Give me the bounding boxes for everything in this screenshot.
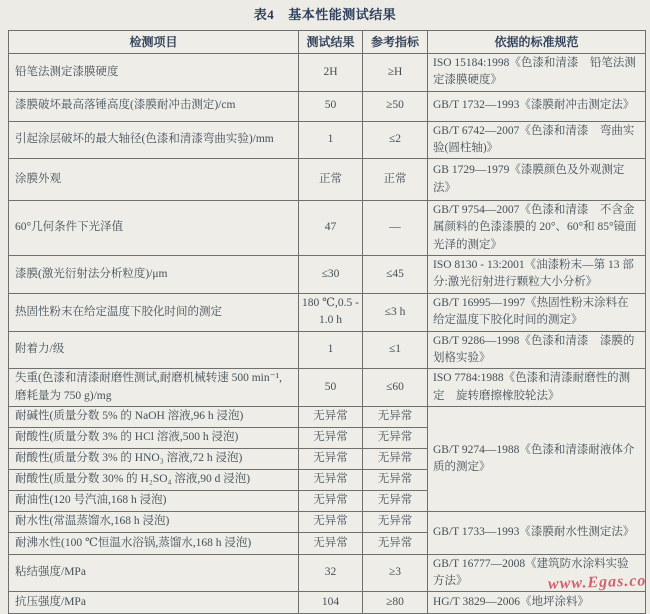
item-cell: 漆膜破坏最高落锤高度(漆膜耐冲击测定)/cm bbox=[9, 91, 299, 121]
result-cell: 无异常 bbox=[299, 427, 363, 448]
table-row bbox=[9, 331, 646, 369]
item-cell: 耐水性(常温蒸馏水,168 h 浸泡) bbox=[9, 511, 299, 532]
result-cell: 无异常 bbox=[299, 490, 363, 511]
watermark: www.Egas.co bbox=[547, 572, 647, 593]
standard-cell: ISO 8130 - 13:2001《油漆粉末—第 13 部分:激光衍射进行颗粒大小分析》 bbox=[428, 255, 646, 293]
table-row bbox=[9, 159, 646, 201]
standard-cell: ISO 7784:1988《色漆和清漆耐磨性的测定 旋转磨擦橡胶轮法》 bbox=[428, 369, 646, 407]
standard-cell: GB/T 16995—1997《热固性粉末涂料在给定温度下胶化时间的测定》 bbox=[428, 293, 646, 331]
result-cell: 正常 bbox=[299, 159, 363, 201]
standard-cell: GB 1729—1979《漆膜颜色及外观测定法》 bbox=[428, 159, 646, 201]
reference-cell: ≥80 bbox=[363, 592, 428, 614]
item-cell: 抗压强度/MPa bbox=[9, 592, 299, 614]
result-cell: 50 bbox=[299, 369, 363, 407]
table-row bbox=[9, 91, 646, 121]
result-cell: 无异常 bbox=[299, 469, 363, 490]
reference-cell: ≤2 bbox=[363, 121, 428, 159]
item-cell: 耐酸性(质量分数 3% 的 HCl 溶液,500 h 浸泡) bbox=[9, 427, 299, 448]
table-row bbox=[9, 592, 646, 614]
table-caption-title: 基本性能测试结果 bbox=[288, 7, 397, 22]
item-cell: 粘结强度/MPa bbox=[9, 554, 299, 592]
result-cell: 32 bbox=[299, 554, 363, 592]
reference-cell: ≤60 bbox=[363, 369, 428, 407]
table-row bbox=[9, 54, 646, 92]
standard-cell: GB/T 9754—2007《色漆和清漆 不含金属颜料的色漆漆膜的 20°、60°和 85°镜面光泽的测定》 bbox=[428, 201, 646, 256]
standard-cell: GB/T 9274—1988《色漆和清漆耐液体介质的测定》 bbox=[428, 406, 646, 511]
standard-cell: HG/T 3829—2006《地坪涂料》 bbox=[428, 592, 646, 614]
table-row bbox=[9, 369, 646, 407]
reference-cell: ≤3 h bbox=[363, 293, 428, 331]
standard-cell: GB/T 1732—1993《漆膜耐冲击测定法》 bbox=[428, 91, 646, 121]
header-row bbox=[9, 31, 646, 54]
item-cell: 失重(色漆和清漆耐磨性测试,耐磨机械转速 500 min⁻¹,磨耗量为 750 g)/mg bbox=[9, 369, 299, 407]
reference-cell: 无异常 bbox=[363, 469, 428, 490]
reference-cell: 无异常 bbox=[363, 532, 428, 554]
reference-cell: ≥50 bbox=[363, 91, 428, 121]
result-cell: 50 bbox=[299, 91, 363, 121]
reference-cell: 无异常 bbox=[363, 406, 428, 427]
reference-cell: ≤1 bbox=[363, 331, 428, 369]
reference-cell: ≤45 bbox=[363, 255, 428, 293]
table-row bbox=[9, 293, 646, 331]
standard-cell: ISO 15184:1998《色漆和清漆 铅笔法测定漆膜硬度》 bbox=[428, 54, 646, 92]
standard-cell: GB/T 1733—1993《漆膜耐水性测定法》 bbox=[428, 511, 646, 554]
table-caption-label: 表4 bbox=[253, 7, 275, 22]
item-cell: 附着力/级 bbox=[9, 331, 299, 369]
table-row bbox=[9, 255, 646, 293]
results-table bbox=[8, 30, 646, 614]
table-caption bbox=[0, 0, 650, 23]
item-cell: 耐酸性(质量分数 30% 的 H₂SO₄ 溶液,90 d 浸泡) bbox=[9, 469, 299, 490]
table-row bbox=[9, 406, 646, 427]
reference-cell: 正常 bbox=[363, 159, 428, 201]
item-cell: 铅笔法测定漆膜硬度 bbox=[9, 54, 299, 92]
standard-cell: GB/T 6742—2007《色漆和清漆 弯曲实验(圆柱轴)》 bbox=[428, 121, 646, 159]
reference-cell: 无异常 bbox=[363, 448, 428, 469]
standard-cell: GB/T 16777—2008《建筑防水涂料实验方法》 bbox=[428, 554, 646, 592]
table-row bbox=[9, 121, 646, 159]
result-cell: 2H bbox=[299, 54, 363, 92]
results-table-body bbox=[9, 54, 646, 614]
result-cell: 无异常 bbox=[299, 406, 363, 427]
result-cell: 无异常 bbox=[299, 511, 363, 532]
table-row bbox=[9, 201, 646, 256]
item-cell: 热固性粉末在给定温度下胶化时间的测定 bbox=[9, 293, 299, 331]
result-cell: 47 bbox=[299, 201, 363, 256]
item-cell: 引起涂层破坏的最大轴径(色漆和清漆弯曲实验)/mm bbox=[9, 121, 299, 159]
item-cell: 漆膜(激光衍射法分析粒度)/μm bbox=[9, 255, 299, 293]
result-cell: 1 bbox=[299, 331, 363, 369]
header-reference: 参考指标 bbox=[363, 31, 428, 54]
table-row bbox=[9, 511, 646, 532]
reference-cell: 无异常 bbox=[363, 511, 428, 532]
item-cell: 60°几何条件下光泽值 bbox=[9, 201, 299, 256]
item-cell: 耐油性(120 号汽油,168 h 浸泡) bbox=[9, 490, 299, 511]
result-cell: 无异常 bbox=[299, 532, 363, 554]
header-item: 检测项目 bbox=[9, 31, 299, 54]
result-cell: ≤30 bbox=[299, 255, 363, 293]
item-cell: 耐碱性(质量分数 5% 的 NaOH 溶液,96 h 浸泡) bbox=[9, 406, 299, 427]
standard-cell: GB/T 9286—1998《色漆和清漆 漆膜的划格实验》 bbox=[428, 331, 646, 369]
reference-cell: — bbox=[363, 201, 428, 256]
header-result: 测试结果 bbox=[299, 31, 363, 54]
item-cell: 耐沸水性(100 ℃恒温水浴锅,蒸馏水,168 h 浸泡) bbox=[9, 532, 299, 554]
result-cell: 1 bbox=[299, 121, 363, 159]
reference-cell: ≥3 bbox=[363, 554, 428, 592]
result-cell: 104 bbox=[299, 592, 363, 614]
item-cell: 耐酸性(质量分数 3% 的 HNO₃ 溶液,72 h 浸泡) bbox=[9, 448, 299, 469]
result-cell: 180 ℃,0.5 - 1.0 h bbox=[299, 293, 363, 331]
item-cell: 涂膜外观 bbox=[9, 159, 299, 201]
result-cell: 无异常 bbox=[299, 448, 363, 469]
reference-cell: ≥H bbox=[363, 54, 428, 92]
reference-cell: 无异常 bbox=[363, 490, 428, 511]
table-row bbox=[9, 554, 646, 592]
header-standard: 依据的标准规范 bbox=[428, 31, 646, 54]
reference-cell: 无异常 bbox=[363, 427, 428, 448]
